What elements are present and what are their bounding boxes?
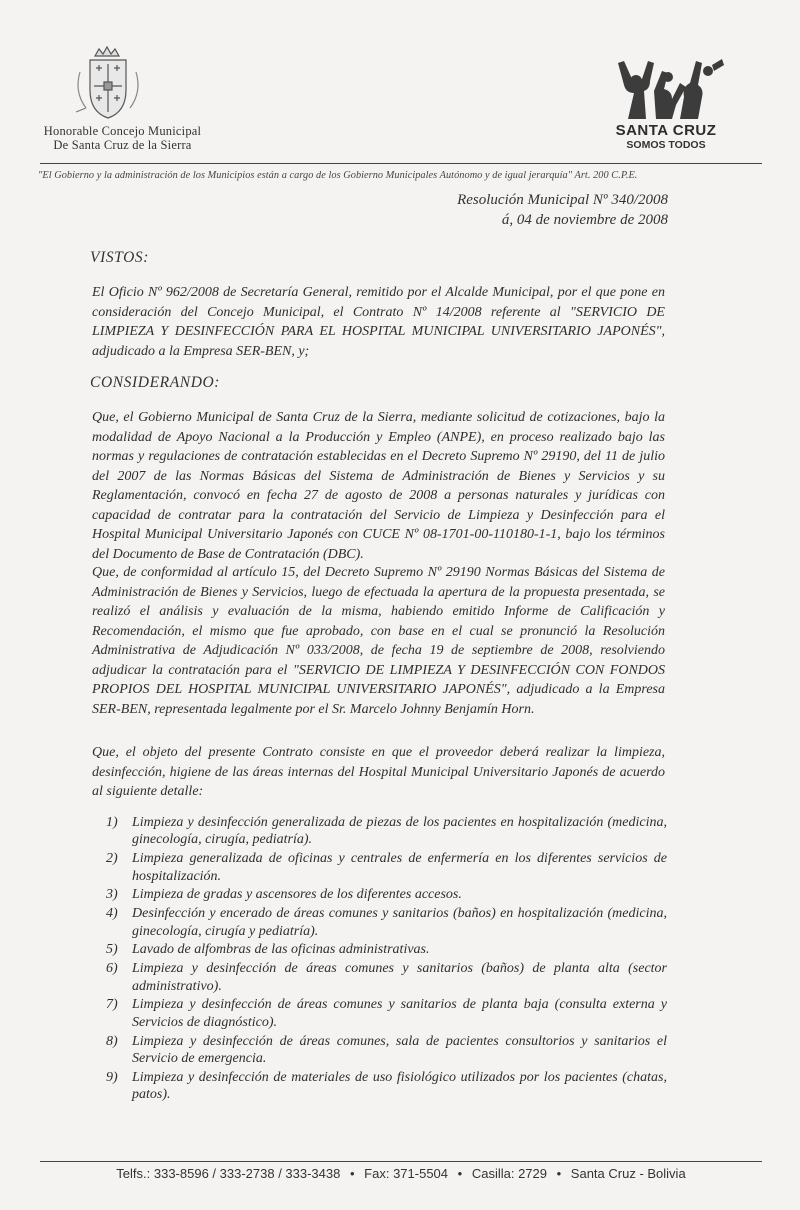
list-item-number: 6)	[106, 961, 118, 977]
considerando-paragraph-1: Que, el Gobierno Municipal de Santa Cruz de la Sierra, mediante solicitud de cotizaciones, bajo la modalidad de Apoyo Nacional a la Producción y Empleo (ANPE), en proceso realizado bajo las normas y regulaciones de contratación establecidas en el Decreto Supremo Nº 29190, del 11 de julio del 2007 de las Normas Básicas del Sistema de Administración de Bienes y Servicios y su Reglamentación, convocó en fecha 27 de agosto de 2008 a personas naturales y jurídicas con capacidad de contratar para la contratación del Servicio de Limpieza y Desinfección para el Hospital Municipal Universitario Japonés con CUCE Nº 08-1701-00-110180-1-1, bajo los términos del Documento de Base de Contratación (DBC).	[92, 410, 665, 562]
list-item-text: Limpieza generalizada de oficinas y centrales de enfermería en los diferentes servicios de hospitalización.	[132, 851, 667, 884]
list-item-number: 5)	[106, 942, 118, 958]
vistos-heading: VISTOS:	[90, 249, 150, 266]
list-item-number: 4)	[106, 906, 118, 922]
list-item	[100, 1069, 667, 1104]
council-name	[30, 124, 215, 152]
constitution-quote: "El Gobierno y la administración de los Municipios están a cargo de los Gobierno Municipales Autónomo y de igual jerarquía" Art. 200 C.P.E.	[38, 170, 638, 181]
footer-separator: •	[349, 1166, 355, 1181]
list-item-text: Desinfección y encerado de áreas comunes y sanitarios (baños) en hospitalización (medicina, ginecología, cirugía y pediatría).	[132, 906, 667, 939]
footer-phones: Telfs.: 333-8596 / 333-2738 / 333-3438	[116, 1166, 341, 1181]
list-item-text: Limpieza y desinfección de áreas comunes, sala de pacientes consultorios y sanitarios el Servicio de emergencia.	[132, 1033, 667, 1067]
list-item-number: 3)	[106, 887, 118, 903]
list-item-text: Limpieza de gradas y ascensores de los diferentes accesos.	[132, 887, 462, 903]
list-item-number: 1)	[106, 815, 118, 830]
header-divider	[40, 163, 762, 164]
footer-casilla: Casilla: 2729	[471, 1166, 547, 1181]
footer-separator: •	[457, 1166, 463, 1181]
footer-contact	[40, 1166, 762, 1181]
vistos-paragraph: El Oficio Nº 962/2008 de Secretaría General, remitido por el Alcalde Municipal, por el que pone en consideración del Concejo Municipal, el Contrato Nº 14/2008 referente al "SERVICIO DE LIMPIEZA Y DESINFECCIÓN PARA EL HOSPITAL MUNICIPAL UNIVERSITARIO JAPONÉS", adjudicado a la Empresa SER-BEN, y;	[92, 285, 665, 359]
list-item-number: 8)	[106, 1033, 118, 1049]
resolution-date: á, 04 de noviembre de 2008	[501, 212, 668, 228]
list-item-number: 9)	[106, 1069, 118, 1085]
list-item-text: Limpieza y desinfección generalizada de piezas de los pacientes en hospitalización (medicina, ginecología, cirugía, pediatría).	[132, 815, 667, 848]
list-item-text: Lavado de alfombras de las oficinas administrativas.	[132, 942, 430, 958]
coat-of-arms-icon	[62, 42, 152, 124]
list-item	[100, 886, 667, 903]
list-item	[100, 1033, 667, 1068]
list-item-number: 2)	[106, 851, 118, 867]
list-item-text: Limpieza y desinfección de materiales de uso fisiológico utilizados por los pacientes (chatas, patos).	[132, 1069, 667, 1103]
footer-separator: •	[556, 1166, 562, 1181]
list-item	[100, 941, 667, 958]
list-item	[100, 996, 667, 1031]
considerando-heading: CONSIDERANDO:	[90, 374, 221, 391]
list-item	[100, 850, 667, 885]
list-item	[100, 814, 667, 849]
council-line-2: De Santa Cruz de la Sierra	[53, 138, 192, 152]
list-item-text: Limpieza y desinfección de áreas comunes y sanitarios (baños) de planta alta (sector administrativo).	[132, 961, 667, 994]
brand-name: SANTA CRUZ	[615, 122, 717, 139]
list-item	[100, 960, 667, 995]
footer-location: Santa Cruz - Bolivia	[570, 1166, 686, 1181]
considerando-paragraph-2: Que, de conformidad al artículo 15, del Decreto Supremo Nº 29190 Normas Básicas del Sistema de Administración de Bienes y Servicios, luego de efectuada la apertura de la propuesta presentada, se realizó el análisis y evaluación de la misma, habiendo emitido Informe de Calificación y Recomendación, el mismo que fue aprobado, con base en el cual se pronunció la Resolución Administrativa de Adjudicación Nº 033/2008, de fecha 19 de septiembre de 2008, resolviendo adjudicar la contratación para el "SERVICIO DE LIMPIEZA Y DESINFECCIÓN CON FONDOS PROPIOS DEL HOSPITAL MUNICIPAL UNIVERSITARIO JAPONÉS", adjudicado a la Empresa SER-BEN, representada legalmente por el Sr. Marcelo Johnny Benjamín Horn.	[92, 565, 665, 717]
list-item	[100, 905, 667, 940]
list-item-text: Limpieza y desinfección de áreas comunes y sanitarios de planta baja (consulta externa y Servicios de diagnóstico).	[132, 997, 667, 1030]
footer-divider	[40, 1161, 762, 1162]
considerando-paragraph-3: Que, el objeto del presente Contrato consiste en que el proveedor deberá realizar la limpieza, desinfección, higiene de las áreas internas del Hospital Municipal Universitario Japonés de acuerdo al siguiente detalle:	[92, 745, 665, 799]
brand-tagline: SOMOS TODOS	[626, 139, 706, 151]
resolution-number: Resolución Municipal Nº 340/2008	[457, 192, 668, 208]
council-line-1: Honorable Concejo Municipal	[43, 124, 202, 138]
list-item-number: 7)	[106, 997, 118, 1013]
footer-fax: Fax: 371-5504	[364, 1166, 449, 1181]
service-detail-list	[100, 814, 667, 1105]
